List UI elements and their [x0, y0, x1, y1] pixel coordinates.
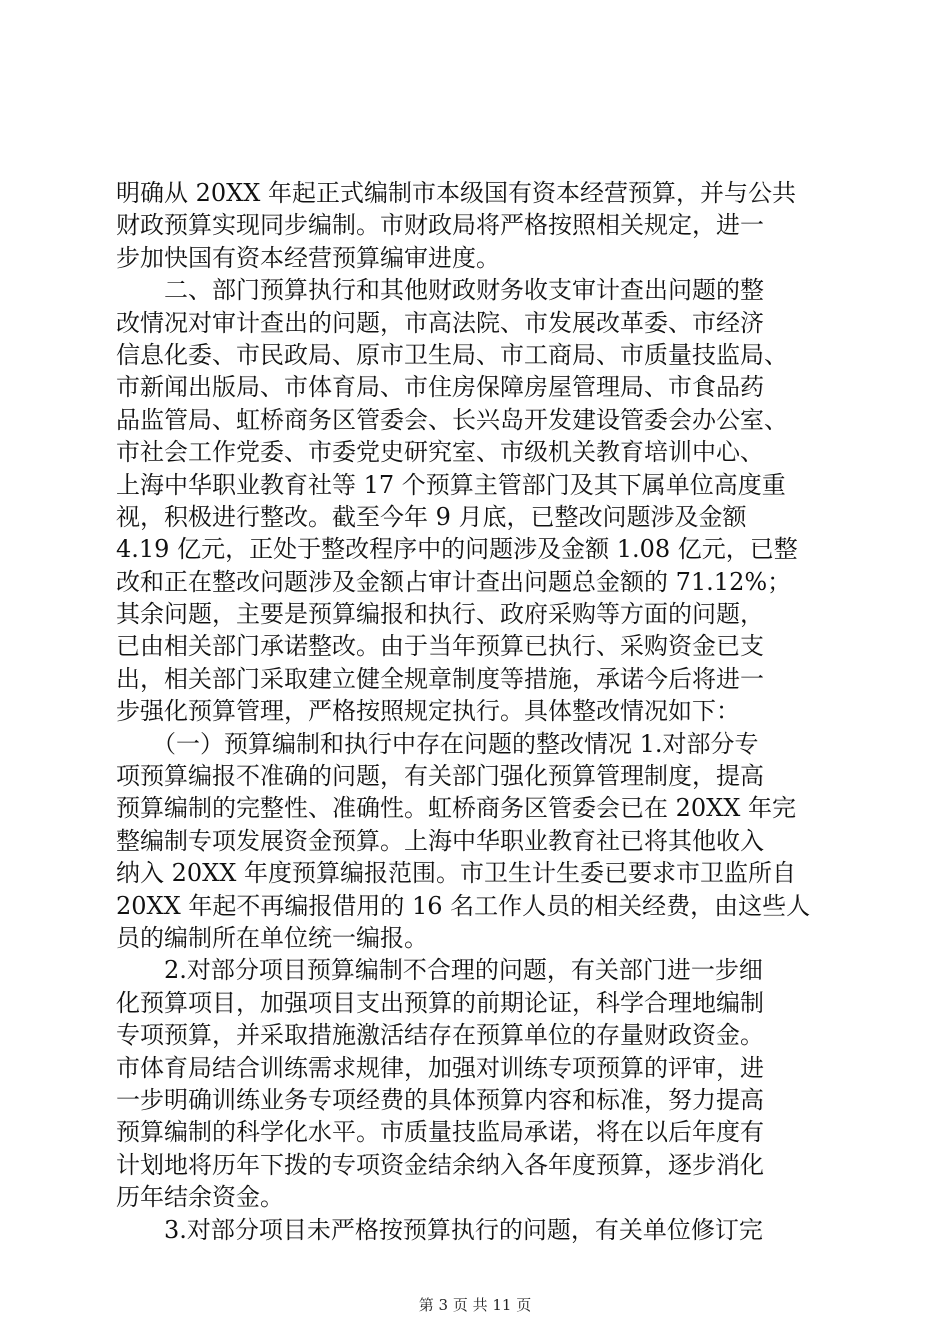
text-line: 市新闻出版局、市体育局、市住房保障房屋管理局、市食品药: [116, 373, 764, 402]
text-line: 视，积极进行整改。截至今年 9 月底，已整改问题涉及金额: [116, 502, 747, 531]
document-body: [116, 177, 836, 1246]
text-line: 2.对部分项目预算编制不合理的问题，有关部门进一步细: [116, 956, 763, 985]
text-line: 历年结余资金。: [116, 1183, 284, 1212]
text-line: 一步明确训练业务专项经费的具体预算内容和标准，努力提高: [116, 1085, 764, 1114]
text-line: 其余问题，主要是预算编报和执行、政府采购等方面的问题，: [116, 600, 764, 629]
text-line: 化预算项目，加强项目支出预算的前期论证，科学合理地编制: [116, 988, 764, 1017]
text-line: 员的编制所在单位统一编报。: [116, 923, 428, 952]
text-line: 明确从 20XX 年起正式编制市本级国有资本经营预算，并与公共: [116, 179, 796, 207]
text-line: 20XX 年起不再编报借用的 16 名工作人员的相关经费，由这些人: [116, 891, 811, 920]
text-line: 改和正在整改问题涉及金额占审计查出问题总金额的 71.12%；: [116, 567, 792, 596]
text-line: 二、部门预算执行和其他财政财务收支审计查出问题的整: [116, 276, 764, 305]
text-line: 专项预算，并采取措施激活结存在预算单位的存量财政资金。: [116, 1021, 764, 1050]
text-line: 品监管局、虹桥商务区管委会、长兴岛开发建设管委会办公室、: [116, 405, 788, 434]
text-line: 预算编制的科学化水平。市质量技监局承诺，将在以后年度有: [116, 1118, 764, 1147]
text-line: 出，相关部门采取建立健全规章制度等措施，承诺今后将进一: [116, 664, 764, 693]
text-line: 步加快国有资本经营预算编审进度。: [116, 243, 500, 272]
text-line: 已由相关部门承诺整改。由于当年预算已执行、采购资金已支: [116, 632, 764, 661]
text-line: （一）预算编制和执行中存在问题的整改情况 1.对部分专: [116, 729, 759, 758]
text-line: 信息化委、市民政局、原市卫生局、市工商局、市质量技监局、: [116, 340, 788, 369]
text-line: 改情况对审计查出的问题，市高法院、市发展改革委、市经济: [116, 308, 764, 337]
text-line: 上海中华职业教育社等 17 个预算主管部门及其下属单位高度重: [116, 470, 786, 499]
text-line: 财政预算实现同步编制。市财政局将严格按照相关规定，进一: [116, 211, 764, 240]
text-line: 预算编制的完整性、准确性。虹桥商务区管委会已在 20XX 年完: [116, 794, 796, 823]
text-line: 整编制专项发展资金预算。上海中华职业教育社已将其他收入: [116, 826, 764, 855]
text-line: 4.19 亿元，正处于整改程序中的问题涉及金额 1.08 亿元，已整: [116, 535, 798, 564]
text-line: 3.对部分项目未严格按预算执行的问题，有关单位修订完: [116, 1215, 763, 1244]
text-line: 项预算编报不准确的问题，有关部门强化预算管理制度，提高: [116, 762, 764, 791]
text-line: 市社会工作党委、市委党史研究室、市级机关教育培训中心、: [116, 438, 764, 467]
text-line: 市体育局结合训练需求规律，加强对训练专项预算的评审，进: [116, 1053, 764, 1082]
text-line: 纳入 20XX 年度预算编报范围。市卫生计生委已要求市卫监所自: [116, 859, 796, 888]
text-line: 步强化预算管理，严格按照规定执行。具体整改情况如下：: [116, 697, 740, 726]
text-line: 计划地将历年下拨的专项资金结余纳入各年度预算，逐步消化: [116, 1150, 764, 1179]
page-number-footer: 第 3 页 共 11 页: [418, 1296, 532, 1314]
